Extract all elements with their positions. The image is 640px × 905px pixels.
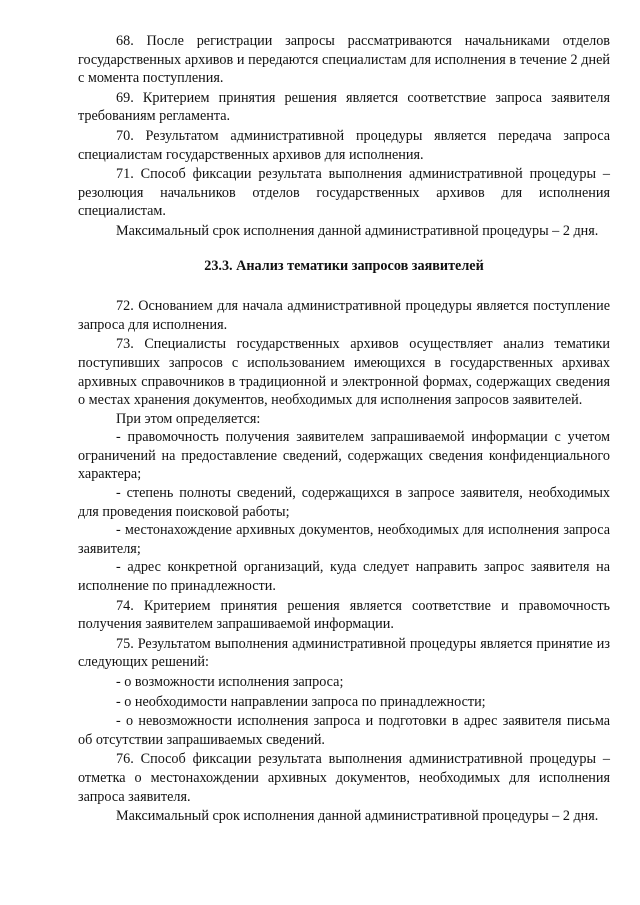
list-item-completeness: - степень полноты сведений, содержащихся в запросе заявителя, необходимых для проведения поисковой работы;: [78, 485, 610, 520]
paragraph-74: 74. Критерием принятия решения является соответствие и правомочность получения заявителем запрашиваемой информации.: [78, 597, 610, 633]
paragraph-72: 72. Основанием для начала административной процедуры является поступление запроса для исполнения.: [78, 298, 610, 333]
section-heading: 23.3. Анализ тематики запросов заявителей: [204, 257, 484, 274]
paragraph-max-term-2: Максимальный срок исполнения данной административной процедуры – 2 дня.: [116, 808, 599, 825]
list-item-location: - местонахождение архивных документов, необходимых для исполнения запроса заявителя;: [78, 522, 610, 557]
paragraph-71: 71. Способ фиксации результата выполнения административной процедуры – резолюция начальников отделов государственных архивов для исполнения специалистам.: [78, 166, 610, 220]
paragraph-73: 73. Специалисты государственных архивов осуществляет анализ тематики поступивших запросов с использованием имеющихся в государственных архивах архивных справочников в традиционной и электронной формах, содержащих сведения о местах хранения документов, необходимых для исполнения запросов заявителей.: [78, 336, 610, 409]
list-item-address: - адрес конкретной организаций, куда следует направить запрос заявителя на исполнение по принадлежности.: [78, 559, 610, 595]
document-page: [78, 32, 610, 826]
paragraph-70: 70. Результатом административной процедуры является передача запроса специалистам государственных архивов для исполнения.: [78, 127, 610, 163]
paragraph-determined: При этом определяется:: [116, 410, 261, 427]
paragraph-76: 76. Способ фиксации результата выполнения административной процедуры – отметка о местонахождении архивных документов, необходимых для исполнения запроса заявителя.: [78, 751, 610, 805]
list-item-impossibility: - о невозможности исполнения запроса и подготовки в адрес заявителя письма об отсутствии запрашиваемых сведений.: [78, 713, 610, 748]
paragraph-68: 68. После регистрации запросы рассматриваются начальниками отделов государственных архивов и передаются специалистам для исполнения в течение 2 дней с момента поступления.: [78, 33, 610, 87]
list-item-possibility: - о возможности исполнения запроса;: [116, 674, 344, 690]
paragraph-69: 69. Критерием принятия решения является соответствие запроса заявителя требованиям регламента.: [78, 89, 610, 125]
paragraph-max-term-1: Максимальный срок исполнения данной административной процедуры – 2 дня.: [116, 222, 599, 239]
list-item-authority: - правомочность получения заявителем запрашиваемой информации с учетом ограничений на предоставление сведений, содержащих сведения конфиденциального характера;: [78, 429, 610, 483]
paragraph-75: 75. Результатом выполнения административной процедуры является принятие из следующих решений:: [78, 635, 610, 671]
list-item-necessity: - о необходимости направлении запроса по принадлежности;: [116, 693, 486, 710]
